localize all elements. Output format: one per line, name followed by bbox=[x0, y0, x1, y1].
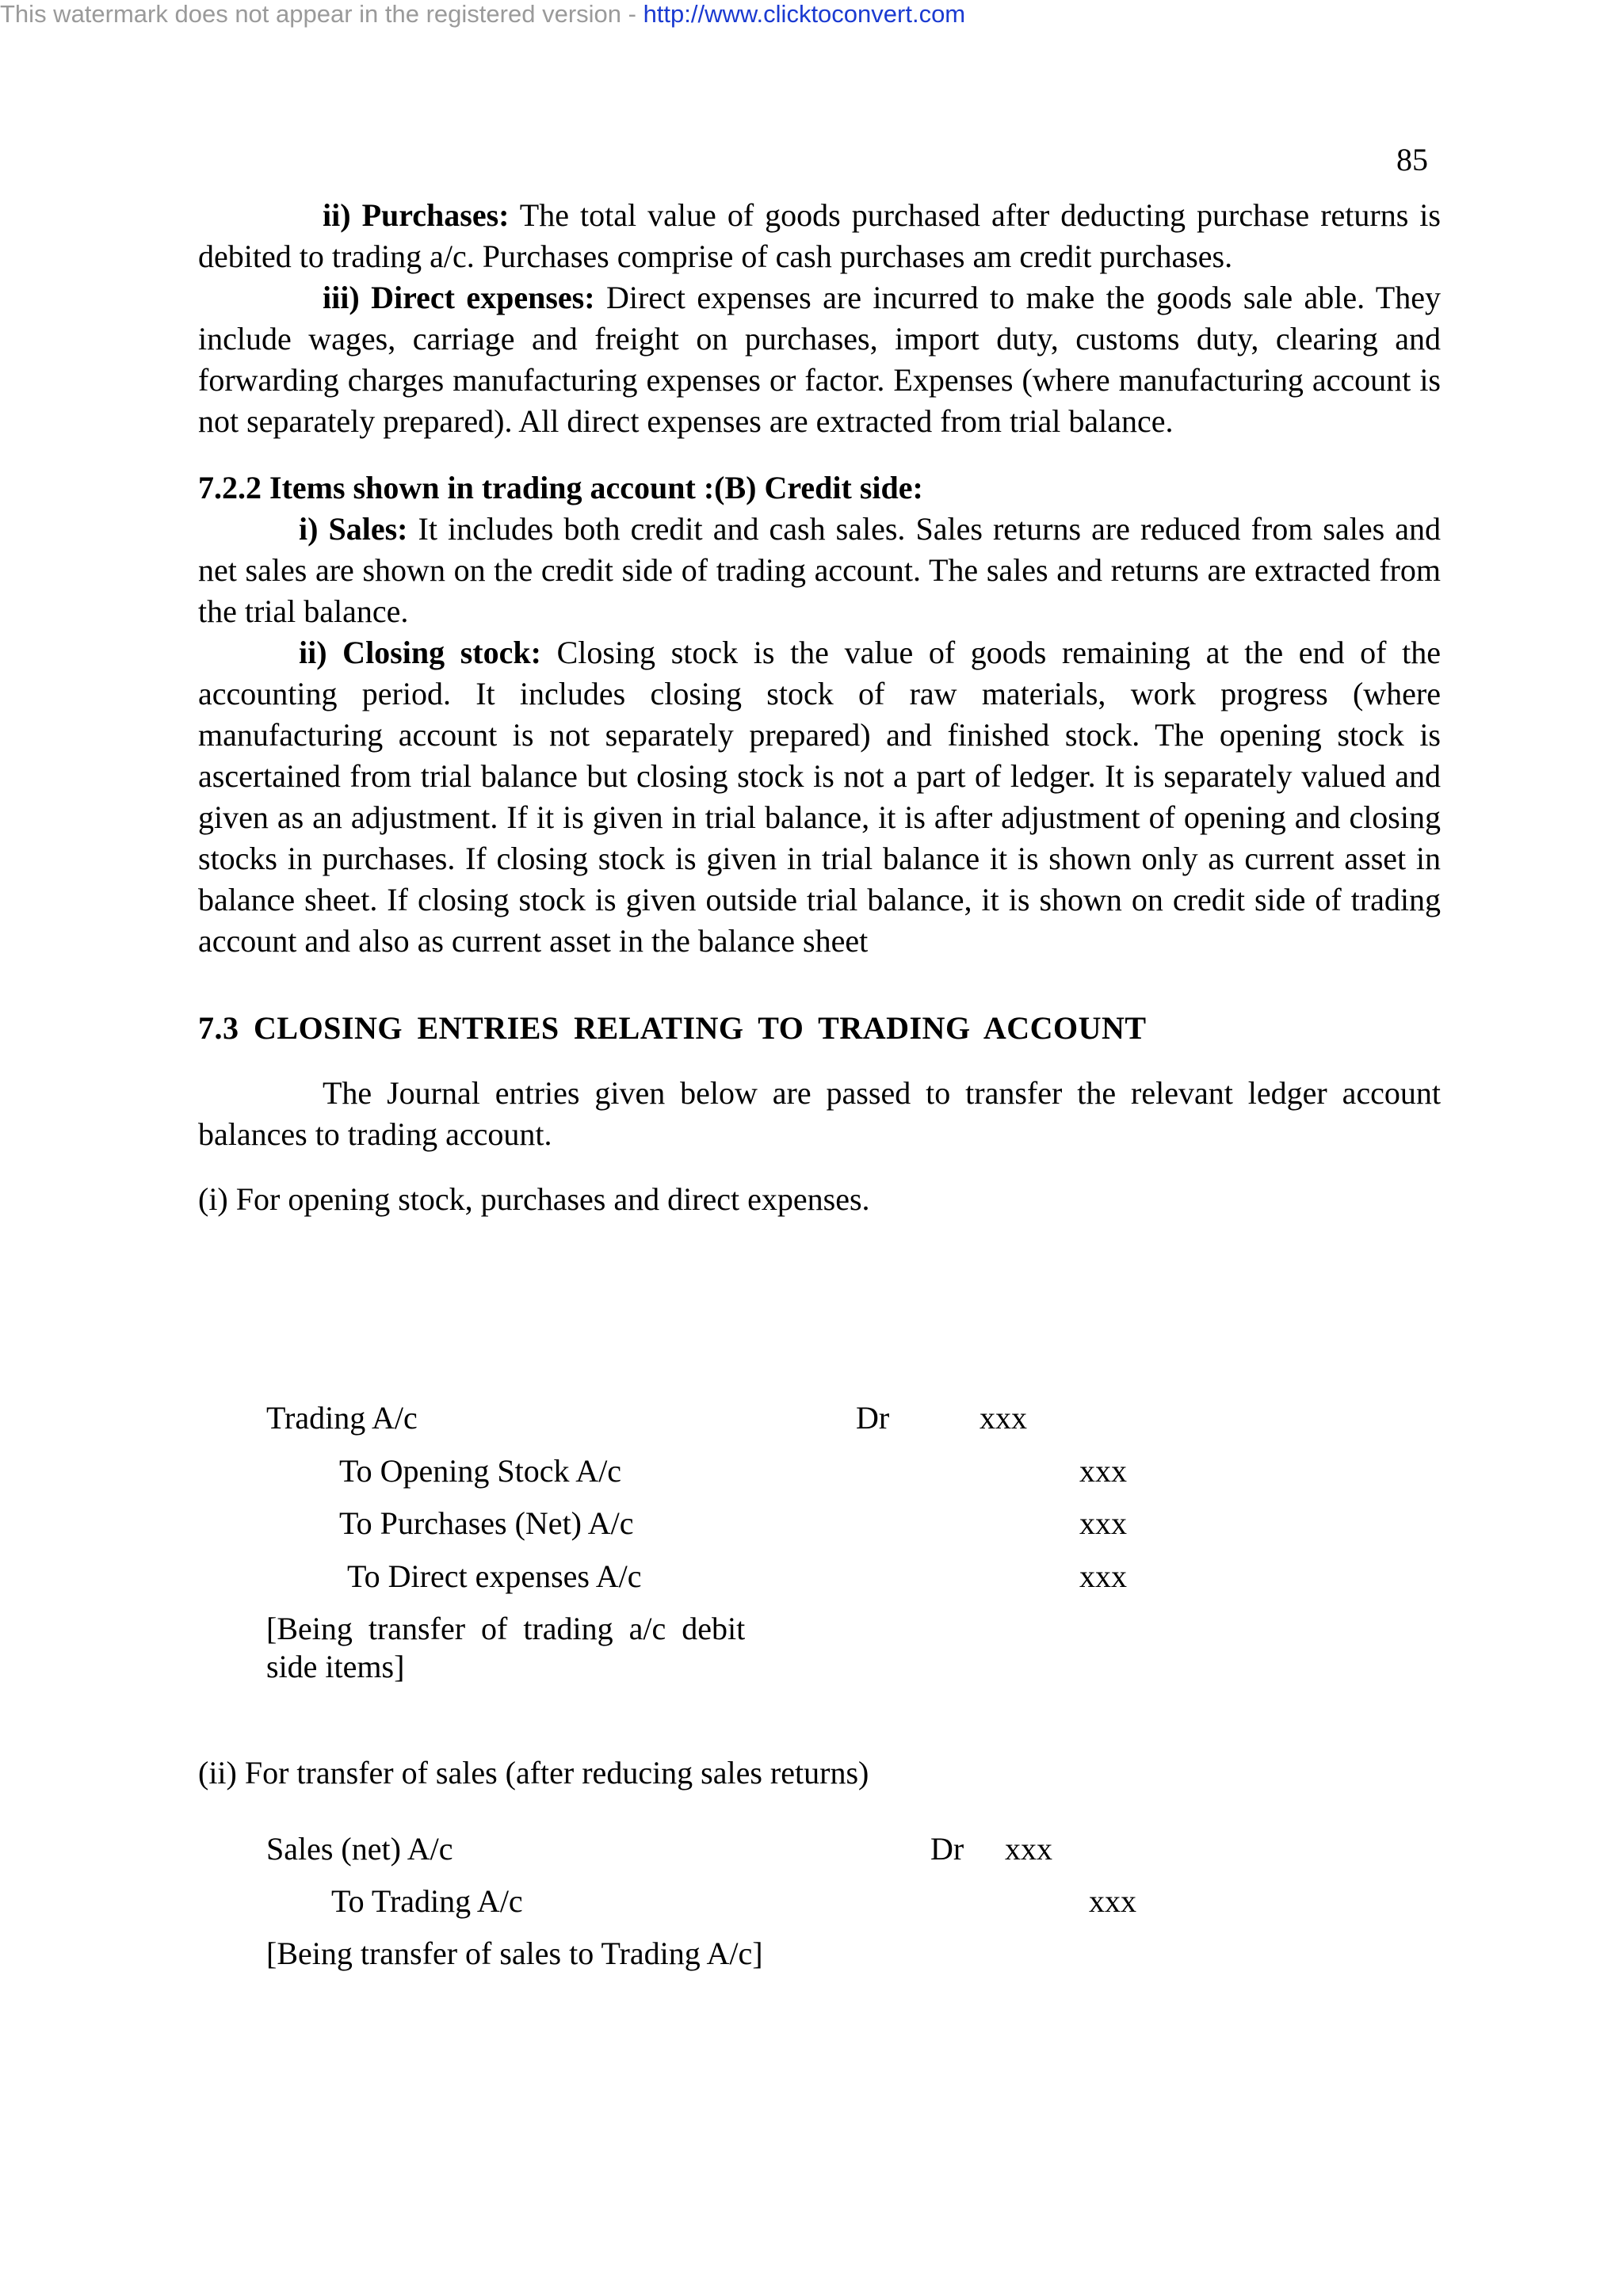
paragraph-purchases bbox=[198, 195, 1441, 277]
lead-direct-expenses: iii) Direct expenses: bbox=[323, 280, 595, 315]
page-number: 85 bbox=[1396, 142, 1428, 177]
entry2-narration: [Being transfer of sales to Trading A/c] bbox=[266, 1936, 763, 1971]
heading-7-3: 7.3 CLOSING ENTRIES RELATING TO TRADING ACCOUNT bbox=[198, 1010, 1147, 1046]
text-purchases: The total value of goods purchased after deducting purchase returns is debited to trading a/c. Purchases comprise of cash purchases am credit purchases. bbox=[198, 197, 1441, 274]
entry2-debit-account: Sales (net) A/c bbox=[266, 1831, 453, 1867]
document-body bbox=[198, 195, 1441, 1220]
watermark-text: This watermark does not appear in the registered version - bbox=[0, 0, 643, 28]
entry1-dr-label: Dr bbox=[856, 1400, 890, 1436]
paragraph-direct-expenses bbox=[198, 277, 1441, 442]
entry1-credit-amount: xxx bbox=[1079, 1505, 1127, 1541]
entry2-dr-label: Dr bbox=[930, 1831, 964, 1867]
paragraph-journal-intro: The Journal entries given below are passed to transfer the relevant ledger account balances to trading account. bbox=[198, 1075, 1441, 1152]
entry1-narration-line1: [Being transfer of trading a/c debit bbox=[266, 1611, 746, 1646]
entry2-credit-account: To Trading A/c bbox=[331, 1883, 523, 1919]
entry1-debit-account: Trading A/c bbox=[266, 1400, 418, 1436]
entry2-credit-amount: xxx bbox=[1089, 1883, 1136, 1919]
lead-closing-stock: ii) Closing stock: bbox=[299, 635, 541, 670]
case-1-title: (i) For opening stock, purchases and direct expenses. bbox=[198, 1181, 870, 1217]
entry1-credit-account: To Opening Stock A/c bbox=[339, 1453, 622, 1489]
entry1-debit-amount: xxx bbox=[980, 1400, 1027, 1436]
text-sales: It includes both credit and cash sales. Sales returns are reduced from sales and net sales are shown on the credit side of trading account. The sales and returns are extracted from the trial balance. bbox=[198, 511, 1441, 629]
paragraph-sales bbox=[198, 509, 1441, 632]
case-2-title: (ii) For transfer of sales (after reducing sales returns) bbox=[198, 1755, 869, 1791]
entry2-debit-amount: xxx bbox=[1005, 1831, 1052, 1867]
lead-sales: i) Sales: bbox=[299, 511, 408, 547]
entry1-credit-account: To Purchases (Net) A/c bbox=[339, 1505, 634, 1541]
text-direct-expenses: Direct expenses are incurred to make the goods sale able. They include wages, carriage and freight on purchases, import duty, customs duty, clearing and forwarding charges manufacturing expenses or factor. Expenses (where manufacturing account is not separately prepared). All direct expenses are extracted from trial balance. bbox=[198, 280, 1441, 439]
text-closing-stock: Closing stock is the value of goods remaining at the end of the accounting period. It includes closing stock of raw materials, work progress (where manufacturing account is not separately prepared) and finished stock. The opening stock is ascertained from trial balance but closing stock is not a part of ledger. It is separately valued and given as an adjustment. If it is given in trial balance, it is after adjustment of opening and closing stocks in purchases. If closing stock is given in trial balance it is shown only as current asset in balance sheet. If closing stock is given outside trial balance, it is shown on credit side of trading account and also as current asset in the balance sheet bbox=[198, 635, 1441, 959]
watermark-link[interactable]: http://www.clicktoconvert.com bbox=[643, 0, 966, 28]
entry1-narration-line2: side items] bbox=[266, 1649, 405, 1684]
lead-purchases: ii) Purchases: bbox=[323, 197, 510, 233]
paragraph-closing-stock bbox=[198, 632, 1441, 962]
watermark bbox=[0, 0, 965, 29]
heading-7-2-2: 7.2.2 Items shown in trading account :(B) Credit side: bbox=[198, 470, 923, 505]
entry1-credit-account: To Direct expenses A/c bbox=[347, 1558, 642, 1594]
entry1-credit-amount: xxx bbox=[1079, 1453, 1127, 1489]
entry1-credit-amount: xxx bbox=[1079, 1558, 1127, 1594]
